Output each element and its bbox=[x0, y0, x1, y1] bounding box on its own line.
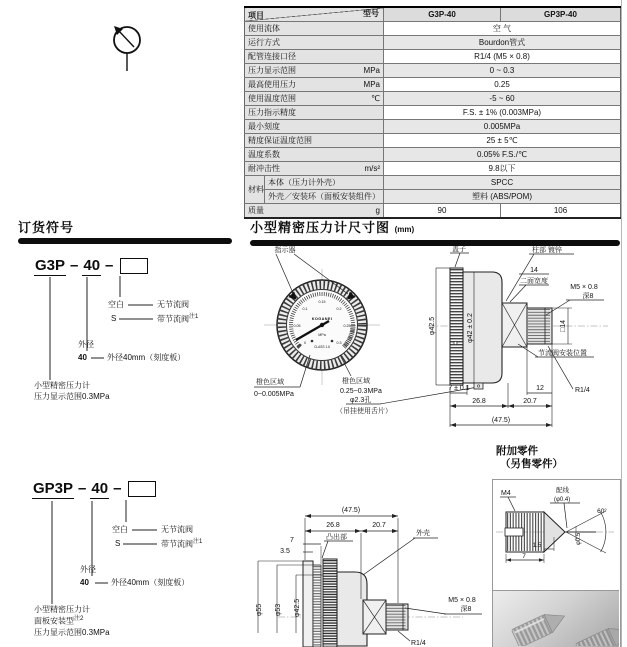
housing-label: 外壳 bbox=[416, 530, 430, 537]
table-row: 最高使用压力 MPa 0.25 bbox=[245, 78, 621, 92]
table-row: 压力指示精度 F.S. ± 1% (0.003MPa) bbox=[245, 106, 621, 120]
dim-35: 3.5 bbox=[280, 548, 290, 555]
zone-right-range: 0.25~0.3MPa bbox=[340, 388, 382, 395]
gauge-symbol-icon bbox=[90, 10, 170, 80]
dimension-unit: (mm) bbox=[394, 225, 415, 234]
option-blank-desc: 无节流阀 bbox=[157, 300, 189, 309]
dim-7-label: 7 bbox=[522, 553, 526, 560]
dim-475: (47.5) bbox=[491, 417, 511, 424]
m4-label: M4 bbox=[501, 490, 511, 497]
dia-cap-dim: φ42.5 bbox=[429, 316, 436, 336]
order-section-heading: 订货符号 bbox=[18, 220, 75, 235]
table-row: 压力显示范围 MPa 0 ~ 0.3 bbox=[245, 64, 621, 78]
dim-268: 26.8 bbox=[326, 522, 340, 529]
option-box bbox=[128, 481, 156, 497]
dim-268: 26.8 bbox=[472, 398, 486, 405]
hole-note: （吊挂使用舌片） bbox=[336, 408, 392, 415]
dim-207: 20.7 bbox=[523, 398, 537, 405]
dia-53: φ53 bbox=[275, 603, 282, 617]
option-s-label: S bbox=[111, 314, 117, 323]
table-row: 精度保证温度范围 25 ± 5℃ bbox=[245, 134, 621, 148]
tip-dia-label: φ0.5 bbox=[576, 532, 582, 545]
dial-tick: 0.25 bbox=[343, 324, 351, 328]
od-title: 外径 bbox=[80, 565, 96, 574]
dia-425: φ42.5 bbox=[294, 598, 301, 618]
front-bezel bbox=[303, 561, 313, 647]
angle-label: 60° bbox=[597, 508, 607, 515]
gp3p-desc1: 小型精密压力计 bbox=[34, 605, 90, 614]
mass-g3p: 90 bbox=[384, 204, 501, 219]
dial-tick: 0.3 bbox=[336, 341, 342, 345]
order-code-gp3p: GP3P – 40 – bbox=[32, 480, 156, 499]
plated-label: 柱部 镀锌 bbox=[532, 247, 562, 254]
table-row: 使用流体 空 气 bbox=[245, 22, 621, 36]
od-code: 40 bbox=[78, 353, 87, 362]
port-label: R1/4 bbox=[411, 640, 426, 647]
dial-tick: 0.05 bbox=[293, 324, 301, 328]
dim-12: 12 bbox=[536, 385, 544, 392]
corner-item: 项目 bbox=[248, 11, 264, 20]
photo-screw bbox=[575, 621, 619, 646]
column-header-gp3p: GP3P-40 bbox=[501, 7, 621, 22]
od-desc: 外径40mm（刻度板） bbox=[111, 578, 190, 587]
dimension-drawing-g3p bbox=[248, 243, 622, 445]
parts-title: 附加零件 bbox=[496, 445, 538, 457]
table-row: 使用温度范围 ℃ -5 ~ 60 bbox=[245, 92, 621, 106]
corner-model: 型号 bbox=[363, 9, 379, 18]
dia-55: φ55 bbox=[256, 603, 263, 617]
dimension-section-heading: 小型精密压力计尺寸图 (mm) bbox=[250, 220, 415, 235]
zone-left-title: 橙色区域 bbox=[256, 379, 284, 386]
cap-label: 盖子 bbox=[452, 246, 466, 253]
gp3p-desc2: 面板安装型$^{注2}$ bbox=[34, 616, 84, 626]
parts-subtitle: （另售零件） bbox=[500, 458, 563, 470]
wire-label: 配线 bbox=[556, 487, 569, 494]
wire-dia-label: (φ0.4) bbox=[554, 497, 571, 503]
corner-cell bbox=[245, 7, 384, 22]
front-view bbox=[254, 245, 478, 415]
dial-unit: MPa bbox=[318, 333, 326, 337]
screw-slot bbox=[505, 528, 523, 536]
table-row: 配管连接口径 R1/4 (M5 × 0.8) bbox=[245, 50, 621, 64]
hole-label: φ2.3孔 bbox=[350, 397, 372, 404]
zone-left-range: 0~0.005MPa bbox=[254, 391, 294, 398]
flats-value: 14 bbox=[530, 267, 538, 274]
thread-label: M5 × 0.8 bbox=[570, 284, 598, 291]
dim-15-label: 1.5 bbox=[532, 543, 542, 549]
mass-gp3p: 106 bbox=[501, 204, 621, 219]
thread-depth-label: 深8 bbox=[460, 606, 472, 613]
dial-brand: KOGANEI bbox=[311, 317, 333, 321]
material-group-label: 材料 bbox=[245, 176, 265, 204]
order-section-bar bbox=[18, 238, 232, 244]
g3p-desc1: 小型精密压力计 bbox=[34, 381, 90, 390]
dim-7: 7 ± 0.1 bbox=[448, 385, 470, 392]
spec-table bbox=[244, 6, 621, 219]
option-s-desc: 带节流阀$^{注1}$ bbox=[161, 539, 203, 549]
od-code: 40 bbox=[80, 578, 89, 587]
gp3p-desc3: 压力显示范围0.3MPa bbox=[34, 628, 110, 637]
table-row: 最小刻度 0.005MPa bbox=[245, 120, 621, 134]
thread-label: M5 × 0.8 bbox=[448, 597, 476, 604]
table-row: 耐冲击性 m/s² 9.8以下 bbox=[245, 162, 621, 176]
g3p-desc2: 压力显示范围0.3MPa bbox=[34, 392, 110, 401]
option-box bbox=[120, 258, 148, 274]
thread-depth-label: 深8 bbox=[582, 293, 594, 300]
orange-zone-low bbox=[298, 345, 300, 347]
hang-hole bbox=[477, 385, 479, 387]
order-code-g3p: G3P – 40 – bbox=[34, 257, 148, 276]
dim-475: (47.5) bbox=[341, 507, 361, 514]
dia-body-dim: φ42 ± 0.2 bbox=[467, 313, 474, 343]
dim-7: 7 bbox=[290, 537, 294, 544]
dial-tick: 0 bbox=[304, 341, 306, 345]
column-header-g3p: G3P-40 bbox=[384, 7, 501, 22]
table-row-material: 材料 本体（压力计外壳） SPCC bbox=[245, 176, 621, 190]
dimension-drawing-gp3p bbox=[248, 498, 488, 647]
valve-position-label: 节流阀安装位置 bbox=[538, 350, 587, 357]
set-screw-photo bbox=[493, 591, 619, 646]
option-blank-label: 空白 bbox=[108, 300, 124, 309]
page-edge-line bbox=[621, 0, 622, 647]
dial-tick: 0.2 bbox=[336, 307, 342, 311]
option-s-label: S bbox=[115, 539, 121, 548]
table-row: 运行方式 Bourdon管式 bbox=[245, 36, 621, 50]
port-label: R1/4 bbox=[575, 387, 590, 394]
zone-right-title: 橙色区域 bbox=[342, 378, 370, 385]
square-dim: □14 bbox=[560, 319, 567, 333]
set-screw-drawing bbox=[492, 479, 620, 590]
table-row: 温度系数 0.05% F.S./℃ bbox=[245, 148, 621, 162]
table-row-material: 外壳／安装环（面板安装组件） 塑料 (ABS/POM) bbox=[245, 190, 621, 204]
dial-tick: 0.1 bbox=[302, 307, 308, 311]
indicator-label: 指示器 bbox=[274, 247, 296, 254]
option-s-desc: 带节流阀$^{注1}$ bbox=[157, 314, 199, 324]
table-header-row bbox=[245, 7, 621, 22]
side-view bbox=[428, 244, 608, 427]
od-title: 外径 bbox=[78, 340, 94, 349]
protrusion-label: 凸出部 bbox=[326, 534, 347, 541]
option-blank-label: 空白 bbox=[112, 525, 128, 534]
flats-label: 二面宽度 bbox=[520, 278, 548, 285]
od-desc: 外径40mm（刻度板） bbox=[107, 353, 186, 362]
dial-grade: CLASS 1.6 bbox=[314, 345, 330, 349]
screw-cone bbox=[544, 512, 565, 552]
table-row-mass: 质量 g 90 106 bbox=[245, 204, 621, 219]
dial-tick: 0.15 bbox=[318, 300, 326, 304]
option-blank-desc: 无节流阀 bbox=[161, 525, 193, 534]
dim-207: 20.7 bbox=[372, 522, 386, 529]
photo-screw bbox=[511, 607, 568, 646]
